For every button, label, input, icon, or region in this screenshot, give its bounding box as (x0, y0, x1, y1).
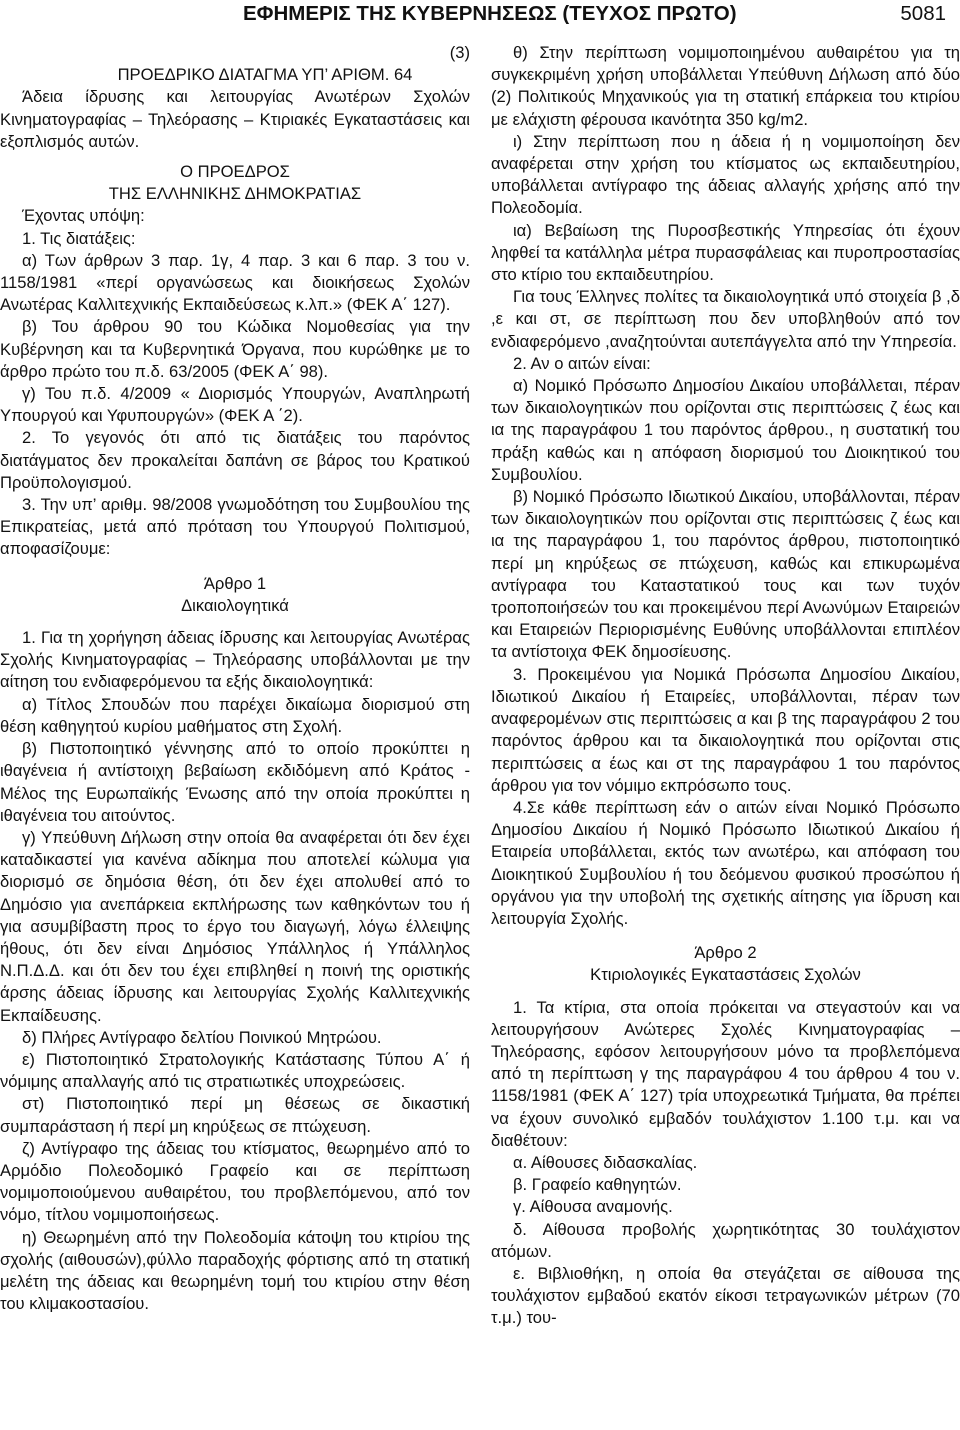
paragraph: ια) Βεβαίωση της Πυροσβεστικής Υπηρεσίας ότι έχουν ληφθεί τα κατάλληλα μέτρα πυρασφάλειας και πυροπροστασίας στο κτίριο του εκπαιδευτηρίου. (491, 220, 960, 285)
paragraph: η) Θεωρημένη από την Πολεοδομία κάτοψη του κτιρίου της σχολής (αιθουσών),φύλλο παραδοχής φόρτισης από τη στατική μελέτη της άδειας και θεωρημένη τομή του κτιρίου στην θέση του κλιμακοστασίου. (0, 1227, 470, 1314)
gazette-title: ΕΦΗΜΕΡΙΣ ΤΗΣ ΚΥΒΕΡΝΗΣΕΩΣ (ΤΕΥΧΟΣ ΠΡΩΤΟ) (243, 2, 737, 25)
paragraph: Έχοντας υπόψη: (22, 206, 145, 226)
paragraph: α) Νομικό Πρόσωπο Δημοσίου Δικαίου υποβάλλεται, πέραν των δικαιολογητικών που ορίζονται στις περιπτώσεις ζ έως και ια της παραγράφου 1 του παρόντος άρθρου., η συστατική του πράξη καθώς και η απόφαση διορισμού του Διοικητικού του Συμβουλίου. (491, 376, 960, 484)
paragraph: δ) Πλήρες Αντίγραφο δελτίου Ποινικού Μητρώου. (22, 1027, 382, 1047)
article-2-heading: Άρθρο 2 (694, 943, 757, 963)
page-number: 5081 (900, 2, 946, 25)
paragraph: θ) Στην περίπτωση νομιμοποιημένου αυθαιρέτου για τη συγκεκριμένη χρήση υποβάλλεται Υπεύθυνη Δήλωση από δύο (2) Πολιτικούς Μηχανικούς για τη στατική επάρκεια του κτιρίου με ελάχιστη φέρουσα ικανότητα 350 kg/m2. (491, 43, 960, 129)
paragraph: 4.Σε κάθε περίπτωση εάν ο αιτών είναι Νομικό Πρόσωπο Δημοσίου Δικαίου ή Νομικό Πρόσωπο Ιδιωτικού Δικαίου ή Εταιρεία υποβάλλεται, εκτός των ανωτέρω, και απόφαση του Διοικητικού Συμβουλίου ή του δεόμενου φυσικού προσώπου ή οργάνου για την υποβολή της σχετικής αίτησης για ίδρυση και λειτουργία Σχολής. (491, 797, 960, 928)
paragraph: γ) Υπεύθυνη Δήλωση στην οποία θα αναφέρεται ότι δεν έχει καταδικαστεί για κανένα αδίκημα που αποτελεί κώλυμα για διορισμό σε δημόσια θέση, ότι δεν έχει απολυθεί από το Δημόσιο για ανεπάρκεια εκπλήρωσης των καθηκόντων του ή για ασυμβίβαστη προς το έργο του διαγωγή, λόγω έλλειψης ήθους, ότι δεν είναι Δημόσιος Υπάλληλος ή Υπάλληλος Ν.Π.Δ.Δ. και ότι δεν του έχει επιβληθεί η ποινή της οριστικής άρσης άδειας ίδρυσης και λειτουργίας Σχολής Καλλιτεχνικής Εκπαίδευσης. (0, 827, 470, 1025)
article-1-title: Δικαιολογητικά (181, 595, 289, 615)
paragraph: ζ) Αντίγραφο της άδειας του κτίσματος, θεωρημένο από το Αρμόδιο Πολεοδομικό Γραφείο και σε περίπτωση νομιμοποιούμενου αυθαιρέτου, του προβλεπόμενου, από τον νόμο, τίτλου νομιμοποιήσεως. (0, 1138, 470, 1225)
paragraph: ε) Πιστοποιητικό Στρατολογικής Κατάστασης Τύπου Α΄ ή νόμιμης απαλλαγής από τις στρατιωτικές υποχρεώσεις. (0, 1049, 470, 1092)
paragraph: α) Τίτλος Σπουδών που παρέχει δικαίωμα διορισμού στη θέση καθηγητού κυρίου μαθήματος στη Σχολή. (0, 694, 470, 736)
paragraph: 2. Αν ο αιτών είναι: (513, 353, 651, 373)
left-column (0, 42, 470, 1315)
paragraph: α. Αίθουσες διδασκαλίας. (513, 1152, 698, 1172)
paragraph: β) Νομικό Πρόσωπο Ιδιωτικού Δικαίου, υποβάλλονται, πέραν των δικαιολογητικών που ορίζονται στις περιπτώσεις ζ έως και ια της παραγράφου 1, του παρόντος άρθρου, πιστοποιητικό περί μη κηρύξεως σε πτώχευση, καθώς και επικυρωμένα αντίγραφα του Καταστατικού τους και των τυχόν τροποποιήσεών του και προκειμένου περί Ανωνύμων Εταιρειών και Εταιρειών Περιορισμένης Ευθύνης υποβάλλονται επιπλέον τα αντίστοιχα ΦΕΚ δημοσίευσης. (491, 487, 960, 662)
paragraph: α) Των άρθρων 3 παρ. 1γ, 4 παρ. 3 και 6 παρ. 3 του ν. 1158/1981 «περί οργανώσεως και διοικήσεως Σχολών Ανωτέρας Καλλιτεχνικής Εκπαιδεύσεως κ.λπ.» (ΦΕΚ Α΄ 127). (0, 250, 470, 315)
paragraph: 1. Τις διατάξεις: (22, 228, 136, 248)
paragraph: γ. Αίθουσα αναμονής. (513, 1197, 673, 1217)
president-heading: Ο ΠΡΟΕΔΡΟΣ (180, 162, 290, 182)
paragraph: γ) Του π.δ. 4/2009 « Διορισμός Υπουργών, Αναπληρωτή Υπουργού και Υφυπουργών» (ΦΕΚ Α ΄2). (0, 384, 470, 426)
decree-subject: Άδεια ίδρυσης και λειτουργίας Ανωτέρων Σχολών Κινηματογραφίας – Τηλεόρασης – Κτιριακές Εγκαταστάσεις και εξοπλισμός αυτών. (0, 87, 470, 151)
page-header (0, 2, 960, 28)
paragraph: 1. Τα κτίρια, στα οποία πρόκειται να στεγαστούν και να λειτουργήσουν Ανώτερες Σχολές Κινηματογραφίας – Τηλεόρασης, εφόσον λειτουργήσουν μόνο τα προβλεπόμενα από τη περίπτωση γ της παραγράφου 4 του άρθρου 4 του ν. 1158/1981 (ΦΕΚ Α΄ 127) τρία υποχρεωτικά Τμήματα, θα πρέπει να έχουν συνολικό εμβαδόν τουλάχιστον 1.100 τ.μ. και να διαθέτουν: (491, 997, 960, 1150)
paragraph: στ) Πιστοποιητικό περί μη θέσεως σε δικαστική συμπαράσταση ή περί μη κηρύξεως σε πτώχευση. (0, 1094, 470, 1136)
paragraph: δ. Αίθουσα προβολής χωρητικότητας 30 τουλάχιστον ατόμων. (491, 1219, 960, 1261)
paragraph: ε. Βιβλιοθήκη, η οποία θα στεγάζεται σε αίθουσα της τουλάχιστον εμβαδού εκατόν είκοσι τετραγωνικών μέτρων (70 τ.μ.) του- (491, 1263, 960, 1328)
paragraph: β. Γραφείο καθηγητών. (513, 1175, 682, 1195)
paragraph: 3. Την υπ’ αριθμ. 98/2008 γνωμοδότηση του Συμβουλίου της Επικρατείας, μετά από πρόταση του Υπουργού Πολιτισμού, αποφασίζουμε: (0, 495, 470, 559)
paragraph: β) Του άρθρου 90 του Κώδικα Νομοθεσίας για την Κυβέρνηση και τα Κυβερνητικά Όργανα, που κυρώθηκε με το άρθρο πρώτο του π.δ. 63/2005 (ΦΕΚ Α΄ 98). (0, 317, 470, 381)
decree-ordinal: (3) (449, 43, 470, 62)
paragraph: Για τους Έλληνες πολίτες τα δικαιολογητικά υπό στοιχεία β ,δ ,ε και στ, σε περίπτωση που δεν υποβληθούν από τον ενδιαφερόμενο ,αναζητούνται αυτεπάγγελτα από την Υπηρεσία. (491, 287, 960, 351)
article-2-title: Κτιριολογικές Εγκαταστάσεις Σχολών (590, 965, 861, 985)
paragraph: 3. Προκειμένου για Νομικά Πρόσωπα Δημοσίου Δικαίου, Ιδιωτικού Δικαίου ή Εταιρείες, υποβάλλονται, πέραν των αναφερομένων στις περιπτώσεις α και β της παραγράφου 2 του παρόντος άρθρου και τα δικαιολογητικά που ορίζονται στις περιπτώσεις α έως και στ της παραγράφου 1 του παρόντος άρθρου για τον νόμιμο εκπρόσωπο τους. (491, 664, 960, 795)
paragraph: 2. Το γεγονός ότι από τις διατάξεις του παρόντος διατάγματος δεν προκαλείται δαπάνη σε βάρος του Κρατικού Προϋπολογισμού. (0, 428, 470, 492)
republic-heading: ΤΗΣ ΕΛΛΗΝΙΚΗΣ ΔΗΜΟΚΡΑΤΙΑΣ (108, 184, 362, 204)
decree-number: ΠΡΟΕΔΡΙΚΟ ΔΙΑΤΑΓΜΑ ΥΠ’ ΑΡΙΘΜ. 64 (117, 65, 413, 85)
paragraph: β) Πιστοποιητικό γέννησης από το οποίο προκύπτει η ιθαγένεια ή αντίστοιχη βεβαίωση εκδιδόμενη από Κράτος - Μέλος της Ευρωπαϊκής Ένωσης από την οποία προκύπτει η ιθαγένεια του αιτούντος. (0, 739, 470, 825)
article-1-heading: Άρθρο 1 (203, 573, 267, 593)
paragraph: ι) Στην περίπτωση που η άδεια ή η νομιμοποίηση δεν αναφέρεται στην χρήση του κτίσματος ως εκπαιδευτηρίου, υποβάλλεται αντίγραφο της άδειας αλλαγής χρήσης από την Πολεοδομία. (491, 131, 960, 218)
right-column (491, 42, 960, 1330)
paragraph: 1. Για τη χορήγηση άδειας ίδρυσης και λειτουργίας Ανωτέρας Σχολής Κινηματογραφίας – Τηλεόρασης υποβάλλονται με την αίτηση του ενδιαφερόμενου τα εξής δικαιολογητικά: (0, 628, 470, 692)
